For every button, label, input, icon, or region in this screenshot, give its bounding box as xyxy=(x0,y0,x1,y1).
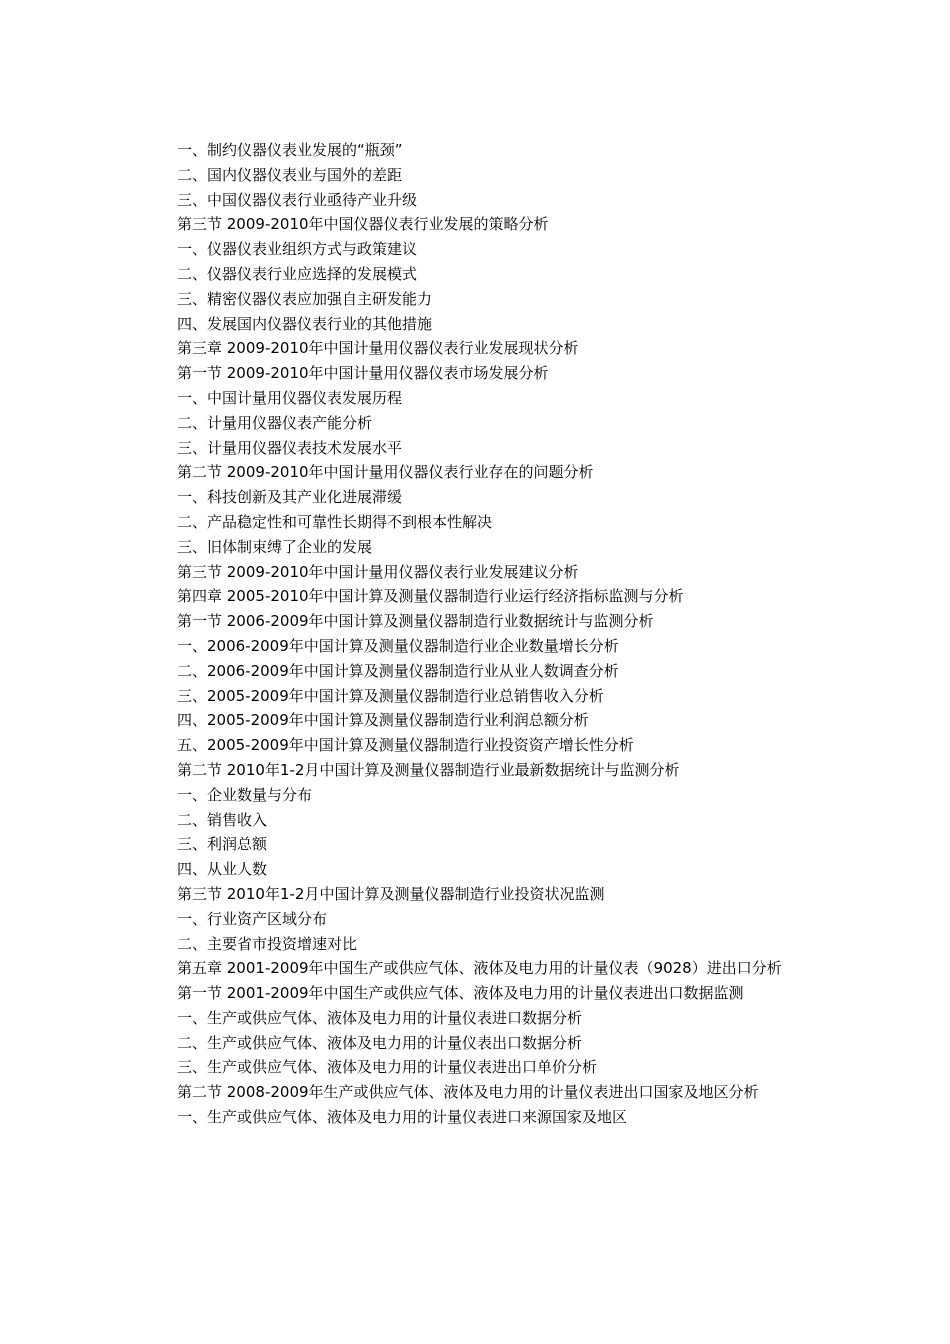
toc-line: 一、生产或供应气体、液体及电力用的计量仪表进口数据分析 xyxy=(177,1008,583,1027)
toc-line: 二、主要省市投资增速对比 xyxy=(177,934,358,953)
table-of-contents xyxy=(145,138,810,1130)
toc-section: 第二节 2010年1-2月中国计算及测量仪器制造行业最新数据统计与监测分析 xyxy=(177,760,680,779)
toc-section: 第三节 2010年1-2月中国计算及测量仪器制造行业投资状况监测 xyxy=(177,884,605,903)
toc-line: 一、科技创新及其产业化进展滞缓 xyxy=(177,488,403,507)
toc-chapter: 第三章 2009-2010年中国计量用仪器仪表行业发展现状分析 xyxy=(177,339,579,358)
toc-line: 一、生产或供应气体、液体及电力用的计量仪表进口来源国家及地区 xyxy=(177,1108,628,1127)
toc-line: 一、2006-2009年中国计算及测量仪器制造行业企业数量增长分析 xyxy=(177,636,619,655)
toc-line: 三、利润总额 xyxy=(177,835,268,854)
toc-section: 第二节 2008-2009年生产或供应气体、液体及电力用的计量仪表进出口国家及地区分析 xyxy=(177,1083,759,1102)
toc-section: 第一节 2006-2009年中国计算及测量仪器制造行业数据统计与监测分析 xyxy=(177,612,654,631)
toc-line: 四、从业人数 xyxy=(177,860,268,879)
toc-line: 二、计量用仪器仪表产能分析 xyxy=(177,413,373,432)
toc-line: 三、中国仪器仪表行业亟待产业升级 xyxy=(177,190,418,209)
toc-line: 三、计量用仪器仪表技术发展水平 xyxy=(177,438,403,457)
toc-line: 一、行业资产区域分布 xyxy=(177,909,328,928)
toc-line: 二、国内仪器仪表业与国外的差距 xyxy=(177,165,403,184)
toc-section: 第三节 2009-2010年中国计量用仪器仪表行业发展建议分析 xyxy=(177,562,579,581)
toc-line: 三、生产或供应气体、液体及电力用的计量仪表进出口单价分析 xyxy=(177,1058,598,1077)
toc-line: 二、2006-2009年中国计算及测量仪器制造行业从业人数调查分析 xyxy=(177,661,619,680)
toc-line: 二、仪器仪表行业应选择的发展模式 xyxy=(177,264,418,283)
toc-line: 二、销售收入 xyxy=(177,810,268,829)
toc-chapter: 第四章 2005-2010年中国计算及测量仪器制造行业运行经济指标监测与分析 xyxy=(177,587,684,606)
toc-line: 三、旧体制束缚了企业的发展 xyxy=(177,537,373,556)
toc-section: 第一节 2001-2009年中国生产或供应气体、液体及电力用的计量仪表进出口数据监测 xyxy=(177,984,744,1003)
toc-line: 一、企业数量与分布 xyxy=(177,785,313,804)
toc-section: 第三节 2009-2010年中国仪器仪表行业发展的策略分析 xyxy=(177,215,549,234)
toc-section: 第二节 2009-2010年中国计量用仪器仪表行业存在的问题分析 xyxy=(177,463,594,482)
toc-line: 二、产品稳定性和可靠性长期得不到根本性解决 xyxy=(177,512,493,531)
toc-section: 第一节 2009-2010年中国计量用仪器仪表市场发展分析 xyxy=(177,364,549,383)
toc-line: 二、生产或供应气体、液体及电力用的计量仪表出口数据分析 xyxy=(177,1033,583,1052)
toc-line: 一、中国计量用仪器仪表发展历程 xyxy=(177,388,403,407)
toc-line: 四、发展国内仪器仪表行业的其他措施 xyxy=(177,314,433,333)
toc-chapter: 第五章 2001-2009年中国生产或供应气体、液体及电力用的计量仪表（9028）进出口分析 xyxy=(177,959,782,978)
toc-line: 一、制约仪器仪表业发展的“瓶颈” xyxy=(177,141,403,159)
toc-line: 五、2005-2009年中国计算及测量仪器制造行业投资资产增长性分析 xyxy=(177,736,634,755)
toc-line: 三、2005-2009年中国计算及测量仪器制造行业总销售收入分析 xyxy=(177,686,604,705)
toc-line: 一、仪器仪表业组织方式与政策建议 xyxy=(177,240,418,259)
toc-line: 四、2005-2009年中国计算及测量仪器制造行业利润总额分析 xyxy=(177,711,589,730)
toc-line: 三、精密仪器仪表应加强自主研发能力 xyxy=(177,289,433,308)
